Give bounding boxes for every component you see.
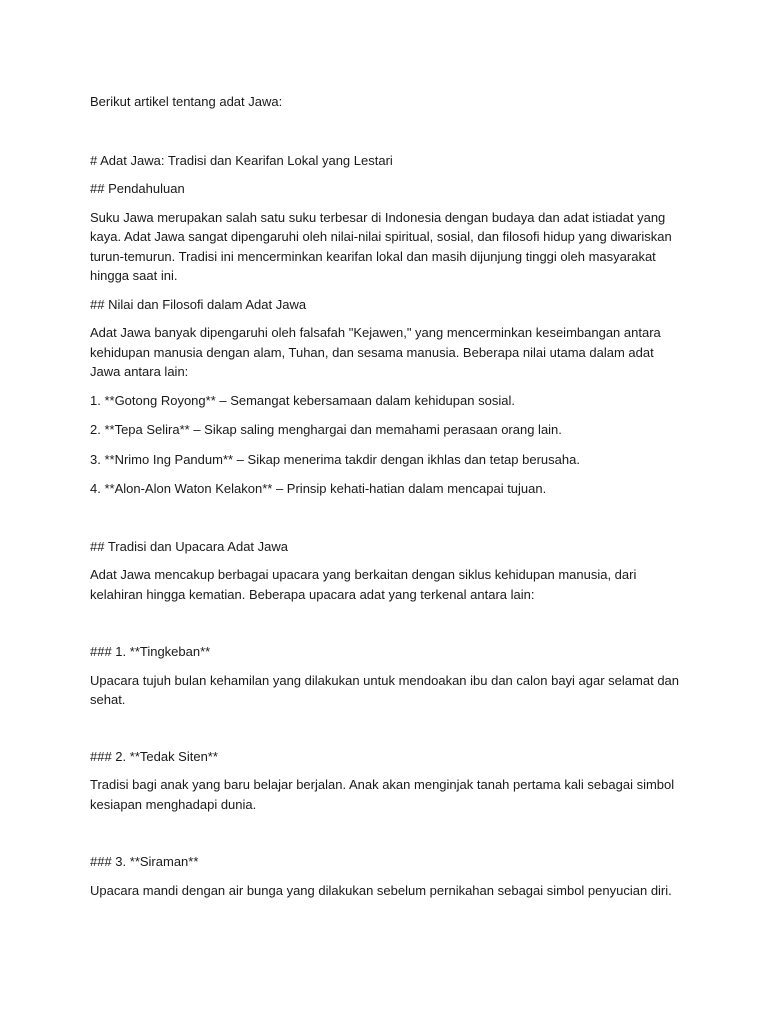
subheading-tedak-siten: ### 2. **Tedak Siten** [90,748,218,764]
heading-tradisi: ## Tradisi dan Upacara Adat Jawa [90,538,289,554]
paragraph-pendahuluan: Suku Jawa merupakan salah satu suku terbesar di Indonesia dengan budaya dan adat istiadat yang kaya. Adat Jawa sangat dipengaruhi oleh nilai-nilai spiritual, sosial, dan filosofi hidup yang diwariskan turun-temurun. Tradisi ini mencerminkan kearifan lokal dan masih dijunjung tinggi oleh masyarakat hingga saat ini. [90,209,672,283]
list-item: 3. **Nrimo Ing Pandum** – Sikap menerima takdir dengan ikhlas dan tetap berusaha. [90,451,580,467]
heading-pendahuluan: ## Pendahuluan [90,181,185,196]
subheading-siraman: ### 3. **Siraman** [90,854,199,869]
paragraph-siraman: Upacara mandi dengan air bunga yang dilakukan sebelum pernikahan sebagai simbol penyucian diri. [90,882,672,898]
heading-nilai: ## Nilai dan Filosofi dalam Adat Jawa [90,296,307,312]
paragraph-nilai: Adat Jawa banyak dipengaruhi oleh falsafah "Kejawen," yang mencerminkan keseimbangan antara kehidupan manusia dengan alam, Tuhan, dan sesama manusia. Beberapa nilai utama dalam adat Jawa antara lain: [90,325,661,379]
paragraph-tedak-siten: Tradisi bagi anak yang baru belajar berjalan. Anak akan menginjak tanah pertama kali sebagai simbol kesiapan menghadapi dunia. [90,777,675,812]
subheading-tingkeban: ### 1. **Tingkeban** [90,644,211,659]
list-item: 4. **Alon-Alon Waton Kelakon** – Prinsip kehati-hatian dalam mencapai tujuan. [90,481,547,496]
list-item: 2. **Tepa Selira** – Sikap saling menghargai dan memahami perasaan orang lain. [90,422,562,437]
list-item: 1. **Gotong Royong** – Semangat kebersamaan dalam kehidupan sosial. [90,392,515,408]
paragraph-tradisi: Adat Jawa mencakup berbagai upacara yang berkaitan dengan siklus kehidupan manusia, dari kelahiran hingga kematian. Beberapa upacara adat yang terkenal antara lain: [90,567,637,602]
paragraph-tingkeban: Upacara tujuh bulan kehamilan yang dilakukan untuk mendoakan ibu dan calon bayi agar selamat dan sehat. [90,672,680,707]
document-title: # Adat Jawa: Tradisi dan Kearifan Lokal yang Lestari [90,152,393,168]
document-page [90,92,680,900]
intro-text: Berikut artikel tentang adat Jawa: [90,94,283,109]
